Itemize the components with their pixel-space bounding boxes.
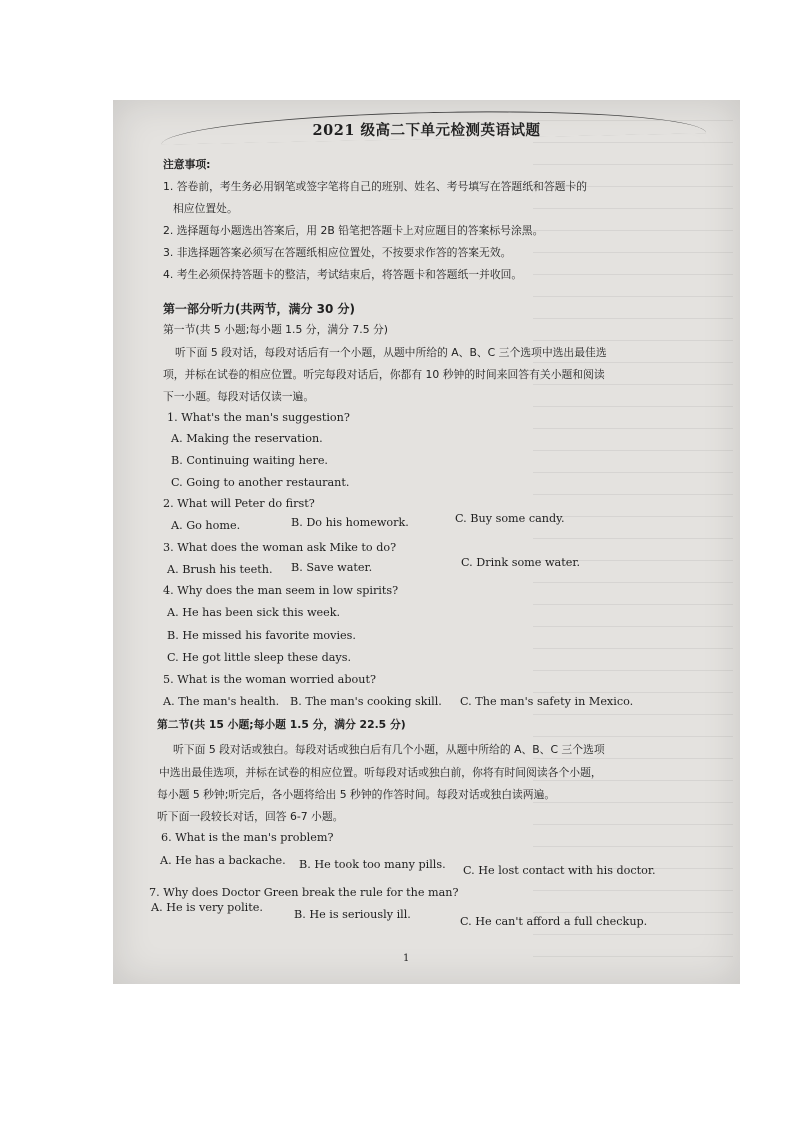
q4-option-b: B. He missed his favorite movies.	[167, 629, 356, 642]
q4-option-a: A. He has been sick this week.	[167, 606, 341, 619]
section2-instructions-2: 中选出最佳选项，并标在试卷的相应位置。听每段对话或独白前，你将有时间阅读各个小题，	[159, 766, 602, 779]
q5-option-a: A. The man's health.	[163, 695, 280, 708]
q2-option-b: B. Do his homework.	[291, 516, 409, 529]
notice-item-4: 4. 考生必须保持答题卡的整洁，考试结束后，将答题卡和答题纸一并收回。	[163, 268, 523, 281]
q6-option-a: A. He has a backache.	[160, 854, 286, 867]
q6-option-b: B. He took too many pills.	[299, 858, 446, 871]
section2-instructions-3: 每小题 5 秒钟;听完后，各小题将给出 5 秒钟的作答时间。每段对话或独白读两遍。	[157, 788, 556, 801]
part1-heading: 第一部分听力(共两节，满分 30 分)	[163, 302, 356, 316]
notice-item-2: 2. 选择题每小题选出答案后，用 2B 铅笔把答题卡上对应题目的答案标号涂黑。	[163, 224, 544, 237]
notice-heading: 注意事项:	[163, 158, 211, 171]
section1-instructions-3: 下一小题。每段对话仅读一遍。	[163, 390, 315, 403]
q5-option-c: C. The man's safety in Mexico.	[460, 695, 634, 708]
section2-instructions-1: 听下面 5 段对话或独白。每段对话或独白后有几个小题，从题中所给的 A、B、C 三个选项	[173, 743, 605, 756]
section1-heading: 第一节(共 5 小题;每小题 1.5 分，满分 7.5 分)	[163, 323, 389, 336]
q2-option-a: A. Go home.	[171, 519, 241, 532]
notice-item-3: 3. 非选择题答案必须写在答题纸相应位置处，不按要求作答的答案无效。	[163, 246, 512, 259]
q6-option-c: C. He lost contact with his doctor.	[463, 864, 656, 877]
q7-option-a: A. He is very polite.	[151, 901, 263, 914]
question-7: 7. Why does Doctor Green break the rule for the man?	[149, 886, 459, 899]
q1-option-c: C. Going to another restaurant.	[171, 476, 350, 489]
section1-instructions-2: 项，并标在试卷的相应位置。听完每段对话后，你都有 10 秒钟的时间来回答有关小题和阅读	[163, 368, 605, 381]
q4-option-c: C. He got little sleep these days.	[167, 651, 352, 664]
bleed-through-texture	[533, 120, 733, 960]
exam-sheet	[113, 100, 740, 984]
section2-instructions-4: 听下面一段较长对话，回答 6-7 小题。	[157, 810, 344, 823]
page-number: 1	[403, 953, 410, 964]
question-1: 1. What's the man's suggestion?	[167, 411, 350, 424]
q3-option-b: B. Save water.	[291, 561, 373, 574]
question-2: 2. What will Peter do first?	[163, 497, 315, 510]
q1-option-b: B. Continuing waiting here.	[171, 454, 328, 467]
question-3: 3. What does the woman ask Mike to do?	[163, 541, 397, 554]
q5-option-b: B. The man's cooking skill.	[290, 695, 442, 708]
section2-heading: 第二节(共 15 小题;每小题 1.5 分，满分 22.5 分)	[157, 718, 406, 731]
q1-option-a: A. Making the reservation.	[171, 432, 323, 445]
q3-option-a: A. Brush his teeth.	[167, 563, 273, 576]
q7-option-c: C. He can't afford a full checkup.	[460, 915, 648, 928]
question-4: 4. Why does the man seem in low spirits?	[163, 584, 399, 597]
q3-option-c: C. Drink some water.	[461, 556, 581, 569]
notice-item-1-cont: 相应位置处。	[173, 202, 238, 215]
section1-instructions-1: 听下面 5 段对话，每段对话后有一个小题，从题中所给的 A、B、C 三个选项中选出最佳选	[175, 346, 607, 359]
notice-item-1: 1. 答卷前，考生务必用钢笔或签字笔将自己的班别、姓名、考号填写在答题纸和答题卡的	[163, 180, 588, 193]
q2-option-c: C. Buy some candy.	[455, 512, 565, 525]
question-5: 5. What is the woman worried about?	[163, 673, 376, 686]
q7-option-b: B. He is seriously ill.	[294, 908, 411, 921]
exam-title: 2021 级高二下单元检测英语试题	[312, 122, 541, 139]
question-6: 6. What is the man's problem?	[161, 831, 334, 844]
